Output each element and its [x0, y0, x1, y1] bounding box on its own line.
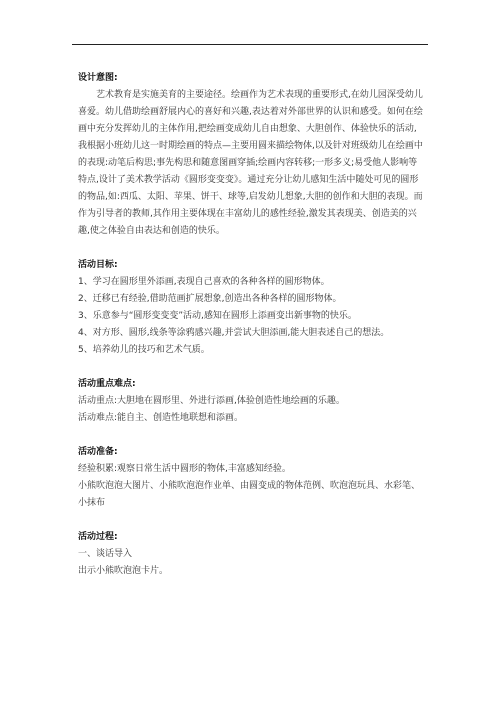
goal-item: 2、迁移已有经验,借助范画扩展想象,创造出各种各样的圆形物体。 — [78, 294, 342, 304]
focus-point: 活动重点:大胆地在圆形里、外进行添画,体验创造性地绘画的乐趣。 — [78, 396, 345, 406]
difficulty-point: 活动难点:能自主、创造性地联想和添画。 — [78, 413, 244, 423]
experience-preparation: 经验积累:观察日常生活中圆形的物体,丰富感知经验。 — [78, 464, 291, 474]
design-intent-paragraph: 艺术教育是实施美育的主要途径。绘画作为艺术表现的重要形式,在幼儿园深受幼儿喜爱。幼儿借助绘画舒展内心的喜好和兴趣,表达着对外部世界的认识和感受。如何在绘画中充分发挥幼儿的主体作用,把绘画变成幼儿自由想象、大胆创作、体验快乐的活动,我根据小班幼儿这一时期绘画的特点—主要用圆来描绘物体,以及针对班级幼儿在绘画中的表现:动笔后构思;事先构思和随意图画穿插;绘画内容转移;一形多义;易受他人影响等特点,设计了美术教学活动《圆形变变变》。通过充分让幼儿感知生活中随处可见的圆形的物品,如:西瓜、太阳、苹果、饼干、球等,启发幼儿想象,大胆的创作和大胆的表现。而作为引导者的教师,其作用主要体现在丰富幼儿的感性经验,激发其表现美、创造美的兴趣,使之体验自由表达和创造的快乐。 — [78, 90, 423, 236]
design-intent-heading: 设计意图: — [78, 73, 118, 83]
key-points-heading: 活动重点难点: — [78, 379, 136, 389]
goals-heading: 活动目标: — [78, 260, 118, 270]
goal-item: 3、乐意参与“圆形变变变”活动,感知在圆形上添画变出新事物的快乐。 — [78, 311, 357, 321]
goal-item: 5、培养幼儿的技巧和艺术气质。 — [78, 345, 210, 355]
document-body — [78, 70, 424, 580]
preparation-heading: 活动准备: — [78, 447, 118, 457]
process-step-1: 一、谈话导入 — [78, 549, 133, 559]
top-divider — [72, 44, 428, 45]
process-heading: 活动过程: — [78, 532, 118, 542]
goal-item: 1、学习在圆形里外添画,表现自己喜欢的各种各样的圆形物体。 — [78, 277, 330, 287]
materials-preparation: 小熊吹泡泡大图片、小熊吹泡泡作业单、由圆变成的物体范例、吹泡泡玩具、水彩笔、小抹布 — [78, 481, 421, 508]
process-step-1-detail: 出示小熊吹泡泡卡片。 — [78, 566, 169, 576]
goal-item: 4、对方形、圆形,线条等涂鸦感兴趣,并尝试大胆添画,能大胆表述自己的想法。 — [78, 328, 390, 338]
